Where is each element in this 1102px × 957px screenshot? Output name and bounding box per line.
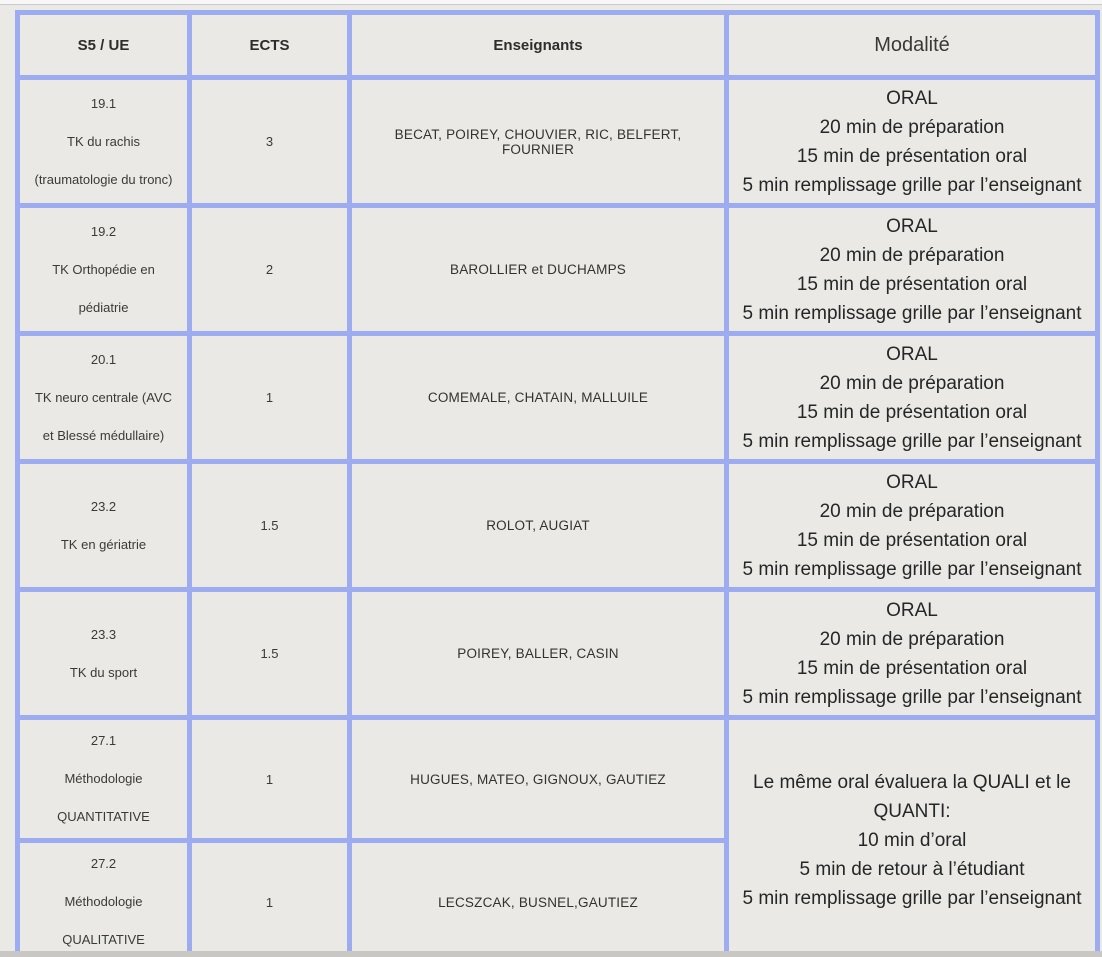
modalite-line: 20 min de préparation: [819, 244, 1005, 266]
ue-cell: [18, 206, 190, 334]
ue-code: 19.1: [90, 95, 117, 111]
modalite-line: 10 min d’oral: [857, 830, 967, 851]
enseignants-cell: ROLOT, AUGIAT: [350, 462, 727, 590]
ects-cell: 2: [190, 206, 350, 334]
modalite-cell: [727, 462, 1098, 590]
table-row: [18, 334, 1098, 462]
table-row: [18, 590, 1098, 718]
modalite-line: 5 min remplissage grille par l’enseignant: [742, 430, 1082, 452]
modalite-line: 15 min de présentation oral: [796, 145, 1028, 167]
ue-code: 20.1: [90, 351, 117, 367]
ue-title: Méthodologie: [64, 771, 143, 786]
modalite-line: 20 min de préparation: [819, 500, 1005, 522]
ue-cell: [18, 334, 190, 462]
modalite-line: 5 min remplissage grille par l’enseignant: [742, 174, 1082, 196]
modalite-cell: [727, 206, 1098, 334]
modalite-line: ORAL: [886, 215, 938, 237]
enseignants-cell: POIREY, BALLER, CASIN: [350, 590, 727, 718]
ue-code: 19.2: [90, 223, 117, 239]
ects-cell: 1: [190, 718, 350, 841]
ue-title: TK du sport: [69, 664, 138, 680]
browser-edge-bottom: [0, 951, 1102, 957]
modalite-line: 5 min remplissage grille par l’enseignant: [742, 686, 1082, 708]
ue-cell: [18, 590, 190, 718]
table-row: [18, 78, 1098, 206]
ue-title: TK du rachis: [67, 133, 140, 149]
ue-subtitle: (traumatologie du tronc): [34, 171, 173, 187]
modalite-line: ORAL: [886, 87, 938, 109]
evaluation-table: [15, 10, 1100, 957]
modalite-line: 15 min de présentation oral: [796, 401, 1028, 423]
modalite-line: 5 min remplissage grille par l’enseignant: [742, 558, 1082, 580]
ue-subtitle: QUANTITATIVE: [57, 809, 150, 824]
enseignants-cell: BECAT, POIREY, CHOUVIER, RIC, BELFERT, FOURNIER: [350, 78, 727, 206]
ue-title: TK Orthopédie en: [52, 261, 155, 277]
modalite-line: Le même oral évaluera la QUALI et le QUANTI:: [753, 772, 1071, 822]
modalite-cell: [727, 334, 1098, 462]
modalite-line: 5 min de retour à l’étudiant: [799, 859, 1025, 880]
enseignants-cell: BAROLLIER et DUCHAMPS: [350, 206, 727, 334]
ue-cell: [18, 718, 190, 841]
modalite-line: ORAL: [886, 343, 938, 365]
ects-cell: 1.5: [190, 590, 350, 718]
column-header-enseignants: Enseignants: [350, 13, 727, 78]
ue-title: Méthodologie: [64, 894, 143, 909]
ue-title: TK neuro centrale (AVC: [34, 389, 173, 405]
enseignants-cell: HUGUES, MATEO, GIGNOUX, GAUTIEZ: [350, 718, 727, 841]
table-row: [18, 206, 1098, 334]
ue-title: TK en gériatrie: [60, 536, 147, 552]
ue-code: 27.1: [90, 733, 117, 748]
ue-subtitle: QUALITATIVE: [62, 932, 145, 947]
modalite-line: ORAL: [886, 599, 938, 621]
modalite-line: 5 min remplissage grille par l’enseignant: [742, 888, 1082, 909]
ue-code: 23.3: [90, 626, 117, 642]
table-header-row: [18, 13, 1098, 78]
modalite-line: 20 min de préparation: [819, 116, 1005, 138]
modalite-cell: [727, 78, 1098, 206]
column-header-modalite: Modalité: [727, 13, 1098, 78]
ects-cell: 3: [190, 78, 350, 206]
enseignants-cell: COMEMALE, CHATAIN, MALLUILE: [350, 334, 727, 462]
table-row: [18, 462, 1098, 590]
ects-cell: 1.5: [190, 462, 350, 590]
ue-subtitle: pédiatrie: [78, 299, 129, 315]
modalite-line: 20 min de préparation: [819, 372, 1005, 394]
modalite-line: ORAL: [886, 471, 938, 493]
column-header-ects: ECTS: [190, 13, 350, 78]
ue-code: 23.2: [90, 498, 117, 514]
modalite-line: 15 min de présentation oral: [796, 273, 1028, 295]
ue-cell: [18, 78, 190, 206]
modalite-merged-cell: [727, 718, 1098, 957]
browser-edge-top: [0, 0, 1102, 5]
column-header-ue: S5 / UE: [18, 13, 190, 78]
ue-subtitle: et Blessé médullaire): [42, 427, 165, 443]
modalite-cell: [727, 590, 1098, 718]
ue-cell: [18, 841, 190, 957]
modalite-line: 15 min de présentation oral: [796, 657, 1028, 679]
enseignants-cell: LECSZCAK, BUSNEL,GAUTIEZ: [350, 841, 727, 957]
modalite-line: 15 min de présentation oral: [796, 529, 1028, 551]
ue-cell: [18, 462, 190, 590]
ects-cell: 1: [190, 334, 350, 462]
modalite-line: 20 min de préparation: [819, 628, 1005, 650]
modalite-line: 5 min remplissage grille par l’enseignant: [742, 302, 1082, 324]
table-row: [18, 718, 1098, 841]
ects-cell: 1: [190, 841, 350, 957]
ue-code: 27.2: [90, 856, 117, 871]
